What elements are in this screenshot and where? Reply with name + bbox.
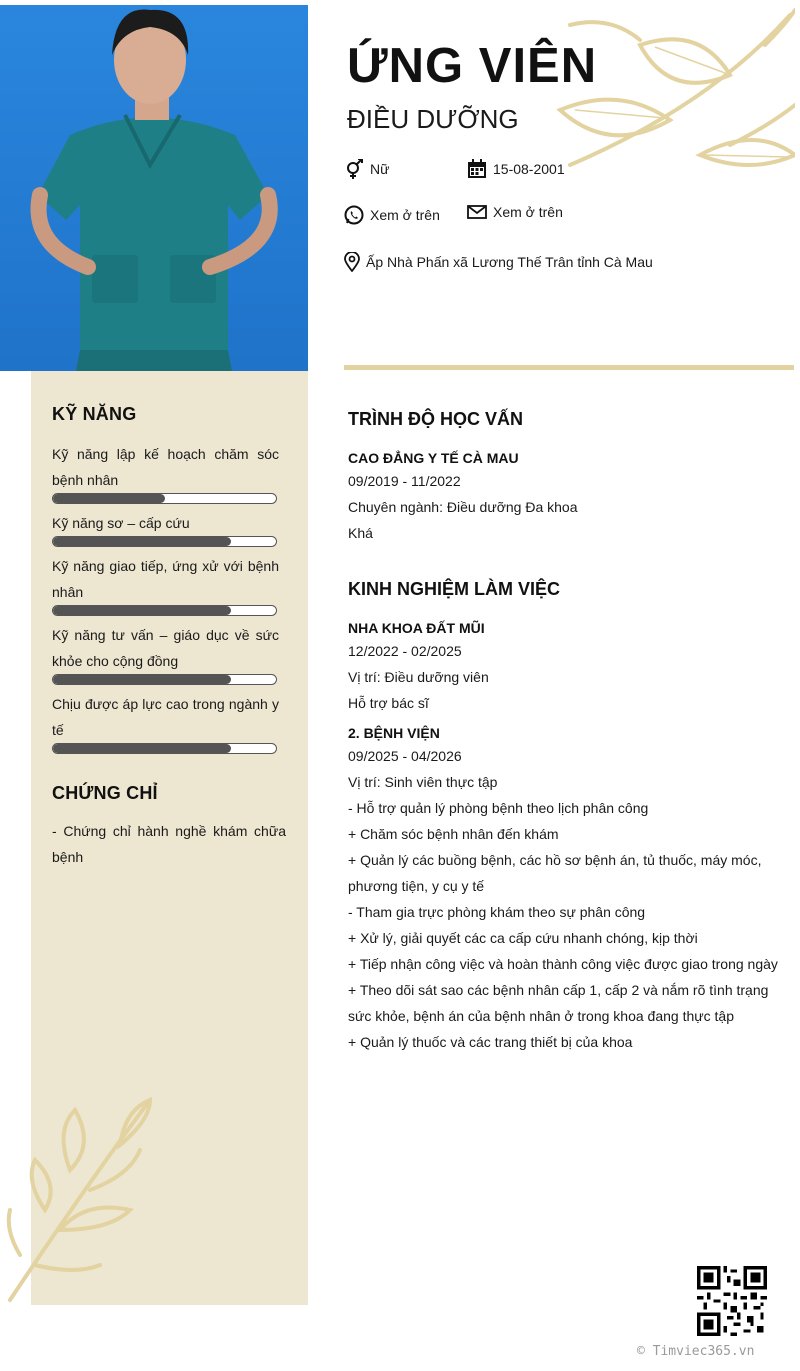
dob-value: 15-08-2001 [493,161,565,177]
leaf-decoration-top [550,5,795,200]
address-value: Ấp Nhà Phấn xã Lương Thế Trân tỉnh Cà Mau [366,254,653,270]
job-duty: + Xử lý, giải quyết các ca cấp cứu nhanh chóng, kịp thời [348,930,698,946]
skill-label: Kỹ năng giao tiếp, ứng xử với bệnh nhân [52,558,279,600]
email-info [467,202,563,222]
education-grade: Khá [348,525,373,541]
skill-bar [52,493,277,504]
leaf-decoration-bottom [0,1090,160,1305]
skill-bar [52,743,277,754]
mail-icon [467,202,487,222]
job-period: 12/2022 - 02/2025 [348,643,462,659]
job-duty: + Quản lý thuốc và các trang thiết bị của khoa [348,1034,633,1050]
location-pin-icon [344,252,360,272]
candidate-role: ĐIỀU DƯỠNG [347,104,519,134]
skill-bar-fill [53,494,165,503]
gender-info [344,159,389,179]
skill-bar-fill [53,675,231,684]
job-position: Vị trí: Sinh viên thực tập [348,774,498,790]
education-major: Chuyên ngành: Điều dưỡng Đa khoa [348,499,578,515]
phone-value: Xem ở trên [370,207,440,223]
job-duty: + Quản lý các buồng bệnh, các hồ sơ bệnh án, tủ thuốc, máy móc, phương tiện, y cụ y tế [348,852,762,894]
address-info [344,252,653,272]
whatsapp-icon [344,205,364,225]
skill-bar-fill [53,606,231,615]
gender-icon [344,159,364,179]
job-duties [348,795,778,1055]
experience-title: KINH NGHIỆM LÀM VIỆC [348,579,561,599]
email-value: Xem ở trên [493,204,563,220]
skill-bar [52,536,277,547]
skills-title: KỸ NĂNG [52,404,137,424]
footer-credit: © Timviec365.vn [637,1344,755,1359]
calendar-icon [467,159,487,179]
job-position: Vị trí: Điều dưỡng viên [348,669,489,685]
certificates-title: CHỨNG CHỈ [52,783,158,803]
candidate-name: ỨNG VIÊN [347,39,598,93]
job-duty: - Hỗ trợ quản lý phòng bệnh theo lịch phân công [348,800,649,816]
header-divider [344,365,794,370]
phone-info [344,205,440,225]
certificate-text: - Chứng chỉ hành nghề khám chữa bệnh [52,823,286,865]
job-duty: + Chăm sóc bệnh nhân đến khám [348,826,559,842]
job-duty: + Theo dõi sát sao các bệnh nhân cấp 1, cấp 2 và nắm rõ tình trạng sức khỏe, bệnh án của bệnh nhân ở trong khoa đang thực tập [348,982,769,1024]
job-period: 09/2025 - 04/2026 [348,748,462,764]
dob-info [467,159,565,179]
job-description: Hỗ trợ bác sĩ [348,695,429,711]
job-duty: + Tiếp nhận công việc và hoàn thành công việc được giao trong ngày [348,956,778,972]
gender-value: Nữ [370,161,390,177]
skill-label: Kỹ năng tư vấn – giáo dục về sức khỏe cho cộng đồng [52,627,279,669]
skill-label: Kỹ năng sơ – cấp cứu [52,515,190,531]
qr-code[interactable] [697,1266,767,1336]
job-company: 2. BỆNH VIỆN [348,725,440,741]
education-school: CAO ĐẲNG Y TẾ CÀ MAU [348,450,519,466]
skill-label: Chịu được áp lực cao trong ngành y tế [52,696,279,738]
job-company: NHA KHOA ĐẤT MŨI [348,620,485,636]
skill-label: Kỹ năng lập kế hoạch chăm sóc bệnh nhân [52,446,279,488]
education-period: 09/2019 - 11/2022 [348,473,461,489]
skill-bar-fill [53,537,231,546]
profile-photo [0,5,308,371]
skill-bar [52,605,277,616]
skill-bar [52,674,277,685]
education-title: TRÌNH ĐỘ HỌC VẤN [348,409,523,429]
skill-bar-fill [53,744,231,753]
job-duty: - Tham gia trực phòng khám theo sự phân công [348,904,646,920]
